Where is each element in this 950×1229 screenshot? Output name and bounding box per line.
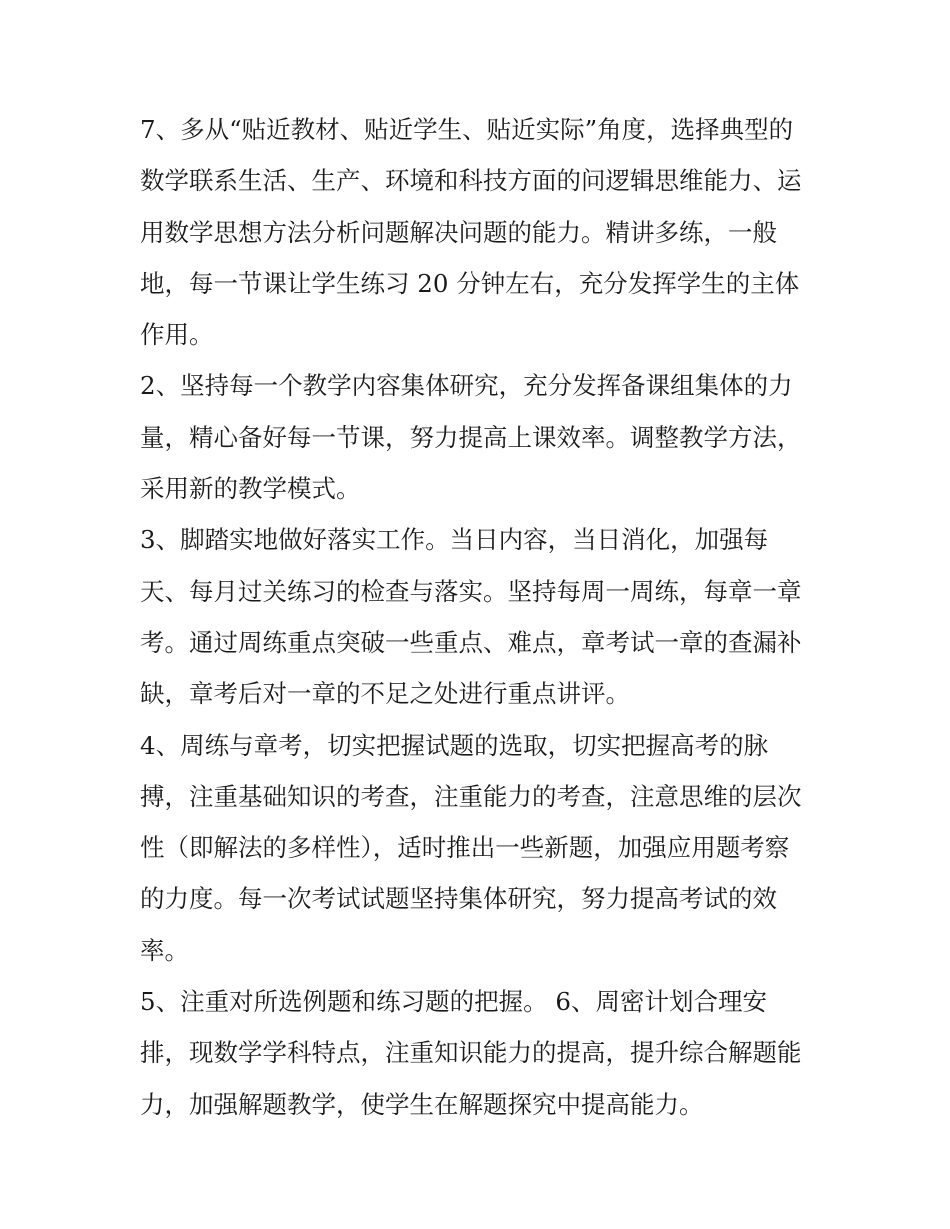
text-line: 缺，章考后对一章的不足之处进行重点讲评。: [140, 679, 630, 709]
text-line: 作用。: [140, 320, 214, 350]
text-line: 率。: [140, 935, 189, 965]
text-line: 数学联系生活、生产、环境和科技方面的问逻辑思维能力、运: [140, 166, 802, 196]
document-body: [140, 104, 820, 1130]
text-line: 4、周练与章考，切实把握试题的选取，切实把握高考的脉: [140, 730, 769, 760]
text-line: 考。通过周练重点突破一些重点、难点，章考试一章的查漏补: [140, 627, 802, 657]
text-line: 的力度。每一次考试试题坚持集体研究，努力提高考试的效: [140, 884, 777, 914]
text-line: 力，加强解题教学，使学生在解题探究中提高能力。: [140, 1089, 704, 1119]
text-line: 天、每月过关练习的检查与落实。坚持每周一周练，每章一章: [140, 576, 802, 606]
paragraph-item-3: [140, 514, 820, 719]
text-line: 2、坚持每一个教学内容集体研究，充分发挥备课组集体的力: [140, 371, 793, 401]
paragraph-item-5-6: [140, 976, 820, 1130]
text-line: 搏，注重基础知识的考查，注重能力的考查，注意思维的层次: [140, 781, 802, 811]
text-line: 3、脚踏实地做好落实工作。当日内容，当日消化，加强每: [140, 525, 769, 555]
text-line: 量，精心备好每一节课，努力提高上课效率。调整教学方法，: [140, 422, 802, 452]
paragraph-item-2: [140, 360, 820, 514]
text-line: 采用新的教学模式。: [140, 474, 361, 504]
text-line: 用数学思想方法分析问题解决问题的能力。精讲多练，一般: [140, 217, 777, 247]
text-line: 7、多从“贴近教材、贴近学生、贴近实际”角度，选择典型的: [140, 115, 794, 144]
text-line: 5、注重对所选例题和练习题的把握。 6、周密计划合理安: [140, 987, 767, 1017]
text-line: 地，每一节课让学生练习 20 分钟左右，充分发挥学生的主体: [140, 268, 800, 298]
text-line: 排，现数学学科特点，注重知识能力的提高，提升综合解题能: [140, 1038, 802, 1068]
paragraph-item-4: [140, 720, 820, 976]
text-line: 性（即解法的多样性），适时推出一些新题，加强应用题考察: [140, 833, 790, 863]
paragraph-item-7: [140, 104, 820, 360]
